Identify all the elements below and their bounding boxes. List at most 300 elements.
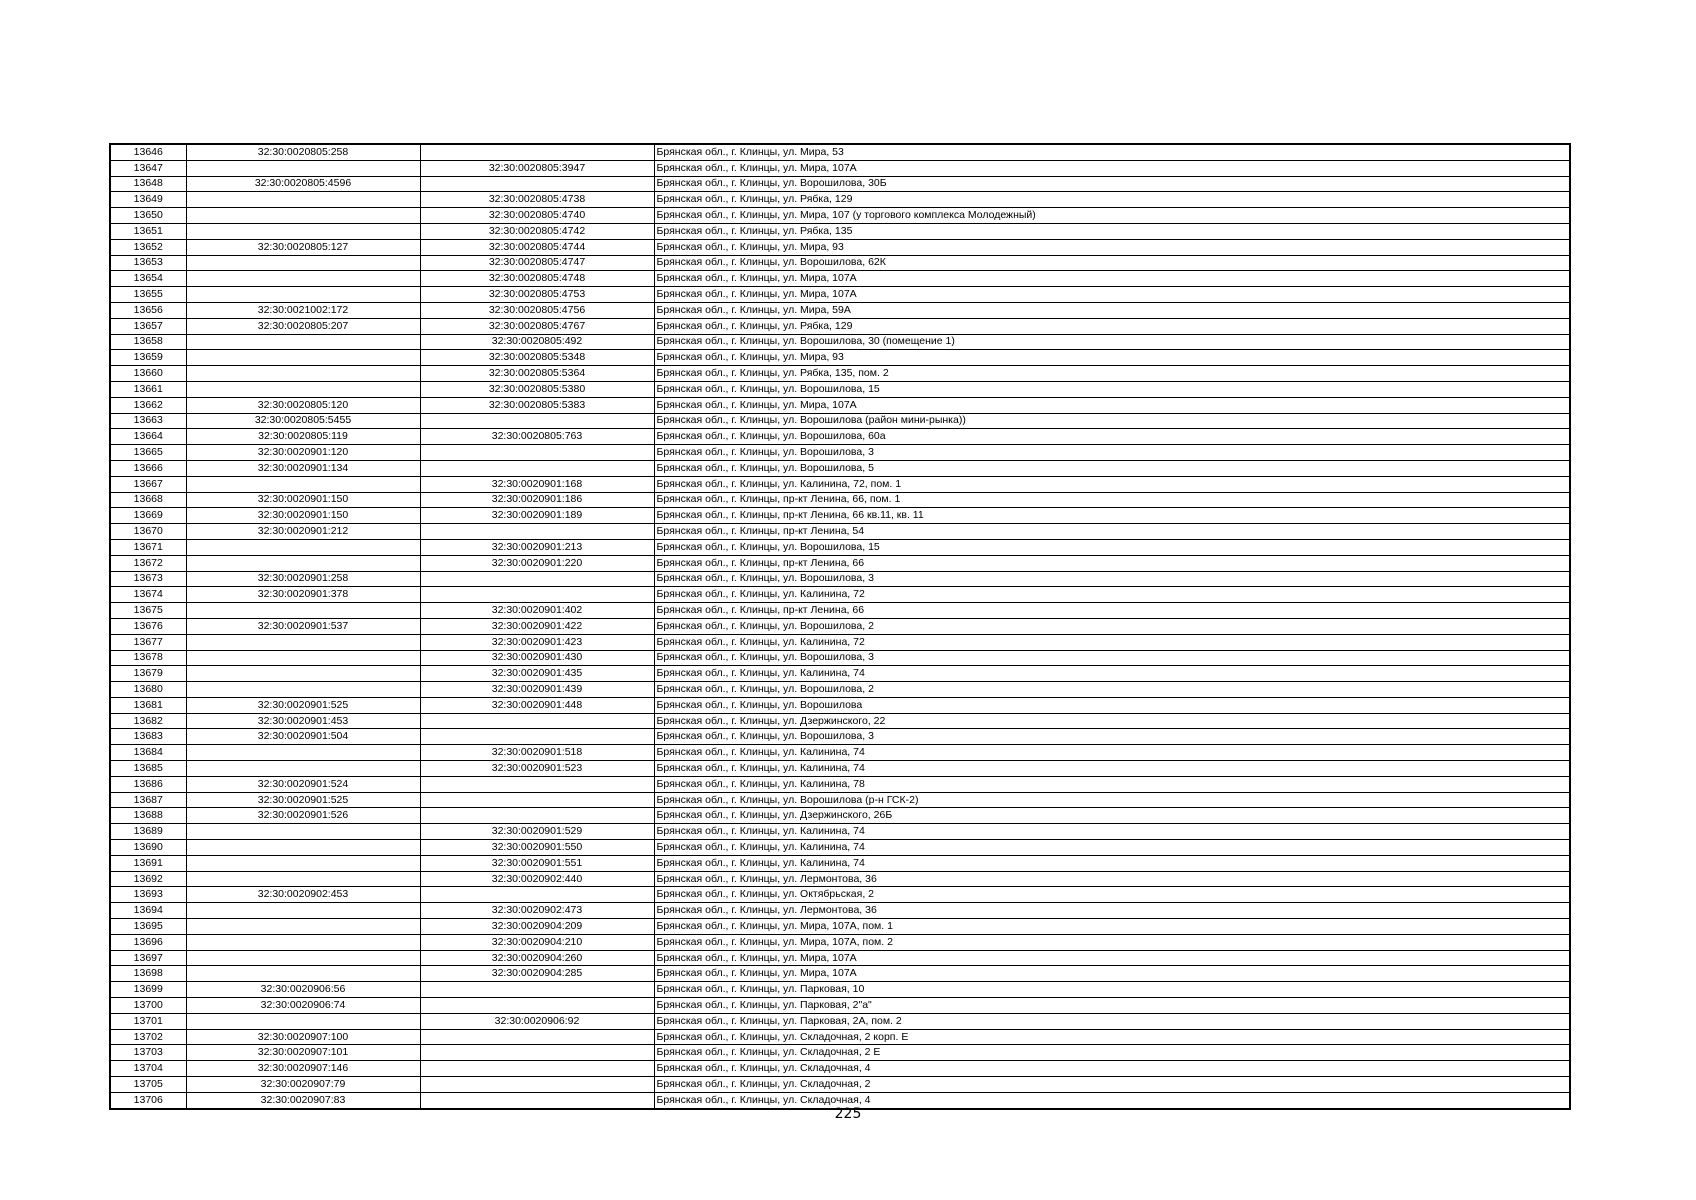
registry-table [109,143,1571,1110]
related-cadastral-number-cell: 32:30:0020805:5380 [420,381,654,397]
cadastral-number-cell [186,682,420,698]
cadastral-number-cell: 32:30:0020901:504 [186,729,420,745]
table-row [110,1029,1570,1045]
cadastral-number-cell: 32:30:0020901:537 [186,618,420,634]
address-cell: Брянская обл., г. Клинцы, пр-кт Ленина, 54 [654,524,1570,540]
address-cell: Брянская обл., г. Клинцы, ул. Лермонтова, 36 [654,871,1570,887]
table-row [110,650,1570,666]
cadastral-number-cell: 32:30:0020906:56 [186,982,420,998]
related-cadastral-number-cell: 32:30:0020805:4744 [420,239,654,255]
address-cell: Брянская обл., г. Клинцы, пр-кт Ленина, 66 [654,555,1570,571]
row-number-cell: 13656 [110,302,186,318]
table-row [110,697,1570,713]
row-number-cell: 13700 [110,998,186,1014]
table-row [110,1045,1570,1061]
related-cadastral-number-cell: 32:30:0020901:430 [420,650,654,666]
cadastral-number-cell: 32:30:0020901:525 [186,792,420,808]
table-row [110,176,1570,192]
related-cadastral-number-cell [420,1029,654,1045]
table-row [110,713,1570,729]
related-cadastral-number-cell: 32:30:0020805:4740 [420,208,654,224]
table-row [110,761,1570,777]
address-cell: Брянская обл., г. Клинцы, ул. Мира, 107А [654,160,1570,176]
row-number-cell: 13695 [110,919,186,935]
related-cadastral-number-cell: 32:30:0020901:186 [420,492,654,508]
address-cell: Брянская обл., г. Клинцы, ул. Складочная, 2 корп. Е [654,1029,1570,1045]
address-cell: Брянская обл., г. Клинцы, ул. Калинина, 74 [654,745,1570,761]
row-number-cell: 13668 [110,492,186,508]
related-cadastral-number-cell: 32:30:0020805:3947 [420,160,654,176]
table-row [110,192,1570,208]
cadastral-number-cell [186,192,420,208]
cadastral-number-cell [186,539,420,555]
related-cadastral-number-cell: 32:30:0020906:92 [420,1013,654,1029]
address-cell: Брянская обл., г. Клинцы, ул. Рябка, 135 [654,223,1570,239]
cadastral-number-cell [186,855,420,871]
related-cadastral-number-cell: 32:30:0020805:763 [420,429,654,445]
row-number-cell: 13703 [110,1045,186,1061]
table-row [110,571,1570,587]
address-cell: Брянская обл., г. Клинцы, ул. Мира, 93 [654,239,1570,255]
related-cadastral-number-cell: 32:30:0020901:213 [420,539,654,555]
related-cadastral-number-cell: 32:30:0020805:4753 [420,287,654,303]
address-cell: Брянская обл., г. Клинцы, ул. Ворошилова, 5 [654,460,1570,476]
table-row [110,887,1570,903]
cadastral-number-cell: 32:30:0020901:453 [186,713,420,729]
row-number-cell: 13699 [110,982,186,998]
related-cadastral-number-cell: 32:30:0020901:523 [420,761,654,777]
row-number-cell: 13654 [110,271,186,287]
cadastral-number-cell [186,950,420,966]
cadastral-number-cell: 32:30:0020901:378 [186,587,420,603]
row-number-cell: 13649 [110,192,186,208]
address-cell: Брянская обл., г. Клинцы, ул. Ворошилова, 62К [654,255,1570,271]
cadastral-number-cell: 32:30:0020907:101 [186,1045,420,1061]
table-row [110,950,1570,966]
address-cell: Брянская обл., г. Клинцы, ул. Ворошилова, 15 [654,539,1570,555]
address-cell: Брянская обл., г. Клинцы, ул. Складочная, 4 [654,1061,1570,1077]
address-cell: Брянская обл., г. Клинцы, ул. Мира, 107А [654,287,1570,303]
address-cell: Брянская обл., г. Клинцы, ул. Мира, 107 (у торгового комплекса Молодежный) [654,208,1570,224]
table-row [110,966,1570,982]
related-cadastral-number-cell [420,524,654,540]
page-number: 225 [834,1106,862,1122]
related-cadastral-number-cell: 32:30:0020901:518 [420,745,654,761]
related-cadastral-number-cell [420,887,654,903]
table-row [110,555,1570,571]
related-cadastral-number-cell: 32:30:0020901:529 [420,824,654,840]
address-cell: Брянская обл., г. Клинцы, ул. Ворошилова, 3 [654,571,1570,587]
table-row [110,871,1570,887]
related-cadastral-number-cell [420,1045,654,1061]
row-number-cell: 13681 [110,697,186,713]
row-number-cell: 13660 [110,366,186,382]
related-cadastral-number-cell: 32:30:0020901:189 [420,508,654,524]
related-cadastral-number-cell: 32:30:0020904:209 [420,919,654,935]
cadastral-number-cell: 32:30:0020805:5455 [186,413,420,429]
row-number-cell: 13705 [110,1077,186,1093]
address-cell: Брянская обл., г. Клинцы, ул. Калинина, 74 [654,840,1570,856]
related-cadastral-number-cell: 32:30:0020901:168 [420,476,654,492]
related-cadastral-number-cell [420,792,654,808]
table-row [110,318,1570,334]
related-cadastral-number-cell [420,445,654,461]
address-cell: Брянская обл., г. Клинцы, ул. Складочная, 2 [654,1077,1570,1093]
row-number-cell: 13685 [110,761,186,777]
related-cadastral-number-cell: 32:30:0020805:492 [420,334,654,350]
cadastral-number-cell: 32:30:0020907:146 [186,1061,420,1077]
address-cell: Брянская обл., г. Клинцы, ул. Калинина, 74 [654,824,1570,840]
cadastral-number-cell [186,160,420,176]
related-cadastral-number-cell [420,1061,654,1077]
cadastral-number-cell: 32:30:0020805:4596 [186,176,420,192]
cadastral-number-cell: 32:30:0020907:83 [186,1092,420,1108]
cadastral-number-cell [186,271,420,287]
address-cell: Брянская обл., г. Клинцы, пр-кт Ленина, 66, пом. 1 [654,492,1570,508]
cadastral-number-cell: 32:30:0020902:453 [186,887,420,903]
address-cell: Брянская обл., г. Клинцы, ул. Ворошилова, 3 [654,729,1570,745]
address-cell: Брянская обл., г. Клинцы, ул. Ворошилова, 30 (помещение 1) [654,334,1570,350]
row-number-cell: 13659 [110,350,186,366]
table-row [110,334,1570,350]
related-cadastral-number-cell [420,982,654,998]
cadastral-number-cell: 32:30:0020901:526 [186,808,420,824]
related-cadastral-number-cell [420,1077,654,1093]
table-row [110,808,1570,824]
related-cadastral-number-cell: 32:30:0020901:550 [420,840,654,856]
table-row [110,271,1570,287]
related-cadastral-number-cell: 32:30:0020805:4742 [420,223,654,239]
table-row [110,729,1570,745]
table-row [110,287,1570,303]
row-number-cell: 13680 [110,682,186,698]
row-number-cell: 13648 [110,176,186,192]
table-row [110,634,1570,650]
cadastral-number-cell [186,903,420,919]
address-cell: Брянская обл., г. Клинцы, ул. Октябрьская, 2 [654,887,1570,903]
table-row [110,524,1570,540]
address-cell: Брянская обл., г. Клинцы, ул. Ворошилова, 15 [654,381,1570,397]
cadastral-number-cell [186,824,420,840]
row-number-cell: 13688 [110,808,186,824]
related-cadastral-number-cell: 32:30:0020901:435 [420,666,654,682]
cadastral-number-cell [186,871,420,887]
address-cell: Брянская обл., г. Клинцы, пр-кт Ленина, 66 [654,603,1570,619]
cadastral-number-cell: 32:30:0020906:74 [186,998,420,1014]
registry-table-body [110,144,1570,1109]
row-number-cell: 13675 [110,603,186,619]
cadastral-number-cell [186,919,420,935]
table-row [110,255,1570,271]
cadastral-number-cell [186,666,420,682]
address-cell: Брянская обл., г. Клинцы, ул. Ворошилова, 60а [654,429,1570,445]
cadastral-number-cell [186,255,420,271]
table-row [110,508,1570,524]
address-cell: Брянская обл., г. Клинцы, ул. Калинина, 74 [654,666,1570,682]
related-cadastral-number-cell [420,729,654,745]
cadastral-number-cell: 32:30:0020805:207 [186,318,420,334]
row-number-cell: 13694 [110,903,186,919]
cadastral-number-cell [186,208,420,224]
cadastral-number-cell [186,555,420,571]
related-cadastral-number-cell: 32:30:0020805:4767 [420,318,654,334]
cadastral-number-cell [186,634,420,650]
cadastral-number-cell [186,745,420,761]
cadastral-number-cell [186,1013,420,1029]
row-number-cell: 13691 [110,855,186,871]
address-cell: Брянская обл., г. Клинцы, ул. Калинина, 72, пом. 1 [654,476,1570,492]
row-number-cell: 13646 [110,144,186,160]
address-cell: Брянская обл., г. Клинцы, ул. Мира, 107А [654,966,1570,982]
address-cell: Брянская обл., г. Клинцы, ул. Рябка, 129 [654,192,1570,208]
row-number-cell: 13690 [110,840,186,856]
related-cadastral-number-cell [420,176,654,192]
related-cadastral-number-cell [420,571,654,587]
related-cadastral-number-cell [420,808,654,824]
table-row [110,381,1570,397]
address-cell: Брянская обл., г. Клинцы, ул. Мира, 107А [654,950,1570,966]
row-number-cell: 13674 [110,587,186,603]
address-cell: Брянская обл., г. Клинцы, ул. Парковая, 2А, пом. 2 [654,1013,1570,1029]
row-number-cell: 13684 [110,745,186,761]
related-cadastral-number-cell: 32:30:0020805:4756 [420,302,654,318]
related-cadastral-number-cell [420,776,654,792]
cadastral-number-cell: 32:30:0020907:79 [186,1077,420,1093]
cadastral-number-cell [186,476,420,492]
cadastral-number-cell [186,350,420,366]
cadastral-number-cell [186,603,420,619]
row-number-cell: 13683 [110,729,186,745]
row-number-cell: 13651 [110,223,186,239]
cadastral-number-cell [186,287,420,303]
cadastral-number-cell [186,966,420,982]
related-cadastral-number-cell: 32:30:0020901:551 [420,855,654,871]
row-number-cell: 13669 [110,508,186,524]
table-row [110,429,1570,445]
related-cadastral-number-cell: 32:30:0020805:4738 [420,192,654,208]
table-row [110,460,1570,476]
address-cell: Брянская обл., г. Клинцы, ул. Ворошилова, 3 [654,445,1570,461]
address-cell: Брянская обл., г. Клинцы, ул. Мира, 107А, пом. 2 [654,934,1570,950]
address-cell: Брянская обл., г. Клинцы, ул. Парковая, 10 [654,982,1570,998]
row-number-cell: 13663 [110,413,186,429]
row-number-cell: 13652 [110,239,186,255]
cadastral-number-cell: 32:30:0020901:134 [186,460,420,476]
row-number-cell: 13704 [110,1061,186,1077]
row-number-cell: 13647 [110,160,186,176]
row-number-cell: 13655 [110,287,186,303]
address-cell: Брянская обл., г. Клинцы, ул. Калинина, 72 [654,634,1570,650]
row-number-cell: 13672 [110,555,186,571]
address-cell: Брянская обл., г. Клинцы, ул. Складочная, 2 Е [654,1045,1570,1061]
related-cadastral-number-cell: 32:30:0020901:402 [420,603,654,619]
address-cell: Брянская обл., г. Клинцы, ул. Ворошилова (район мини-рынка)) [654,413,1570,429]
row-number-cell: 13696 [110,934,186,950]
table-row [110,934,1570,950]
row-number-cell: 13693 [110,887,186,903]
row-number-cell: 13689 [110,824,186,840]
cadastral-number-cell [186,334,420,350]
related-cadastral-number-cell: 32:30:0020805:4747 [420,255,654,271]
table-row [110,539,1570,555]
cadastral-number-cell [186,934,420,950]
row-number-cell: 13677 [110,634,186,650]
address-cell: Брянская обл., г. Клинцы, ул. Мира, 107А [654,397,1570,413]
table-row [110,239,1570,255]
cadastral-number-cell: 32:30:0020901:150 [186,492,420,508]
table-row [110,1061,1570,1077]
address-cell: Брянская обл., г. Клинцы, ул. Лермонтова, 36 [654,903,1570,919]
cadastral-number-cell [186,223,420,239]
row-number-cell: 13658 [110,334,186,350]
table-row [110,445,1570,461]
related-cadastral-number-cell [420,460,654,476]
cadastral-number-cell: 32:30:0020805:120 [186,397,420,413]
row-number-cell: 13661 [110,381,186,397]
table-row [110,666,1570,682]
address-cell: Брянская обл., г. Клинцы, ул. Мира, 93 [654,350,1570,366]
row-number-cell: 13650 [110,208,186,224]
row-number-cell: 13697 [110,950,186,966]
related-cadastral-number-cell [420,413,654,429]
related-cadastral-number-cell: 32:30:0020901:422 [420,618,654,634]
related-cadastral-number-cell: 32:30:0020901:439 [420,682,654,698]
row-number-cell: 13665 [110,445,186,461]
row-number-cell: 13662 [110,397,186,413]
table-row [110,776,1570,792]
cadastral-number-cell: 32:30:0020805:258 [186,144,420,160]
address-cell: Брянская обл., г. Клинцы, ул. Ворошилова, 2 [654,618,1570,634]
table-row [110,1013,1570,1029]
cadastral-number-cell: 32:30:0020901:258 [186,571,420,587]
address-cell: Брянская обл., г. Клинцы, ул. Ворошилова, 30Б [654,176,1570,192]
table-row [110,919,1570,935]
related-cadastral-number-cell: 32:30:0020901:423 [420,634,654,650]
cadastral-number-cell [186,650,420,666]
table-row [110,855,1570,871]
address-cell: Брянская обл., г. Клинцы, ул. Мира, 107А, пом. 1 [654,919,1570,935]
address-cell: Брянская обл., г. Клинцы, ул. Ворошилова [654,697,1570,713]
table-row [110,982,1570,998]
related-cadastral-number-cell [420,587,654,603]
row-number-cell: 13702 [110,1029,186,1045]
related-cadastral-number-cell: 32:30:0020902:473 [420,903,654,919]
table-row [110,160,1570,176]
related-cadastral-number-cell: 32:30:0020904:210 [420,934,654,950]
address-cell: Брянская обл., г. Клинцы, ул. Ворошилова, 3 [654,650,1570,666]
cadastral-number-cell: 32:30:0020805:127 [186,239,420,255]
related-cadastral-number-cell: 32:30:0020904:285 [420,966,654,982]
table-row [110,144,1570,160]
cadastral-number-cell: 32:30:0020901:524 [186,776,420,792]
address-cell: Брянская обл., г. Клинцы, ул. Рябка, 129 [654,318,1570,334]
related-cadastral-number-cell: 32:30:0020805:4748 [420,271,654,287]
related-cadastral-number-cell: 32:30:0020805:5364 [420,366,654,382]
row-number-cell: 13687 [110,792,186,808]
row-number-cell: 13679 [110,666,186,682]
table-row [110,824,1570,840]
table-row [110,998,1570,1014]
row-number-cell: 13664 [110,429,186,445]
row-number-cell: 13676 [110,618,186,634]
address-cell: Брянская обл., г. Клинцы, ул. Мира, 107А [654,271,1570,287]
related-cadastral-number-cell: 32:30:0020805:5383 [420,397,654,413]
table-row [110,1077,1570,1093]
table-row [110,476,1570,492]
address-cell: Брянская обл., г. Клинцы, ул. Калинина, 78 [654,776,1570,792]
related-cadastral-number-cell: 32:30:0020904:260 [420,950,654,966]
table-row [110,413,1570,429]
cadastral-number-cell: 32:30:0020901:525 [186,697,420,713]
table-row [110,792,1570,808]
table-row [110,350,1570,366]
row-number-cell: 13706 [110,1092,186,1108]
table-row [110,397,1570,413]
address-cell: Брянская обл., г. Клинцы, пр-кт Ленина, 66 кв.11, кв. 11 [654,508,1570,524]
table-row [110,208,1570,224]
cadastral-number-cell: 32:30:0020901:120 [186,445,420,461]
cadastral-number-cell [186,366,420,382]
cadastral-number-cell: 32:30:0020907:100 [186,1029,420,1045]
row-number-cell: 13698 [110,966,186,982]
address-cell: Брянская обл., г. Клинцы, ул. Мира, 59А [654,302,1570,318]
address-cell: Брянская обл., г. Клинцы, ул. Калинина, 72 [654,587,1570,603]
table-row [110,618,1570,634]
cadastral-number-cell: 32:30:0020901:150 [186,508,420,524]
table-row [110,840,1570,856]
address-cell: Брянская обл., г. Клинцы, ул. Рябка, 135, пом. 2 [654,366,1570,382]
address-cell: Брянская обл., г. Клинцы, ул. Дзержинского, 26Б [654,808,1570,824]
row-number-cell: 13686 [110,776,186,792]
row-number-cell: 13670 [110,524,186,540]
cadastral-number-cell [186,381,420,397]
related-cadastral-number-cell [420,144,654,160]
address-cell: Брянская обл., г. Клинцы, ул. Ворошилова, 2 [654,682,1570,698]
related-cadastral-number-cell [420,998,654,1014]
row-number-cell: 13701 [110,1013,186,1029]
table-row [110,745,1570,761]
address-cell: Брянская обл., г. Клинцы, ул. Калинина, 74 [654,855,1570,871]
row-number-cell: 13682 [110,713,186,729]
address-cell: Брянская обл., г. Клинцы, ул. Дзержинского, 22 [654,713,1570,729]
cadastral-number-cell [186,761,420,777]
table-row [110,603,1570,619]
row-number-cell: 13653 [110,255,186,271]
table-row [110,903,1570,919]
table-row [110,492,1570,508]
table-row [110,587,1570,603]
row-number-cell: 13671 [110,539,186,555]
address-cell: Брянская обл., г. Клинцы, ул. Ворошилова (р-н ГСК-2) [654,792,1570,808]
row-number-cell: 13692 [110,871,186,887]
related-cadastral-number-cell: 32:30:0020805:5348 [420,350,654,366]
related-cadastral-number-cell: 32:30:0020901:448 [420,697,654,713]
related-cadastral-number-cell: 32:30:0020902:440 [420,871,654,887]
table-row [110,366,1570,382]
row-number-cell: 13673 [110,571,186,587]
cadastral-number-cell [186,840,420,856]
table-row [110,223,1570,239]
row-number-cell: 13666 [110,460,186,476]
cadastral-number-cell: 32:30:0021002:172 [186,302,420,318]
address-cell: Брянская обл., г. Клинцы, ул. Парковая, 2"а" [654,998,1570,1014]
table-row [110,682,1570,698]
address-cell: Брянская обл., г. Клинцы, ул. Складочная, 4 [654,1092,1570,1108]
address-cell: Брянская обл., г. Клинцы, ул. Мира, 53 [654,144,1570,160]
cadastral-number-cell: 32:30:0020901:212 [186,524,420,540]
row-number-cell: 13657 [110,318,186,334]
related-cadastral-number-cell: 32:30:0020901:220 [420,555,654,571]
